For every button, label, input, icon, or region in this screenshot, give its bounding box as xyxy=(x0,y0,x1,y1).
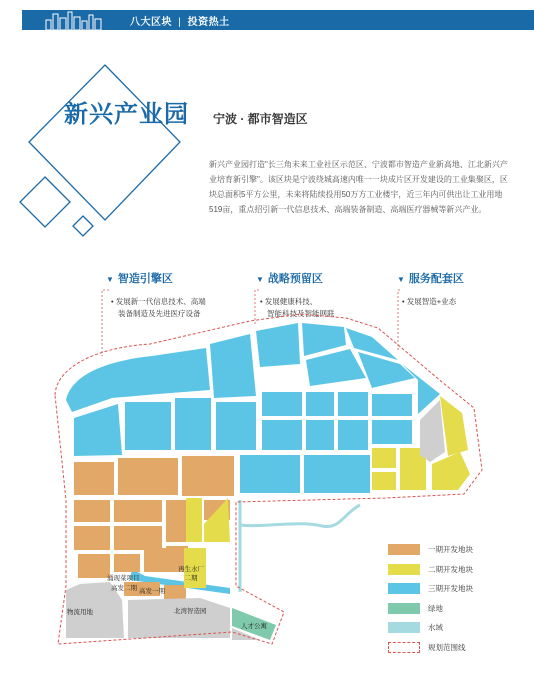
legend-swatch-phase1 xyxy=(388,544,420,555)
legend-label: 规划范围线 xyxy=(428,642,466,652)
map-label-gaofa1: 高发一期 xyxy=(139,588,165,595)
legend-swatch-phase3 xyxy=(388,583,420,594)
legend-label: 三期开发地块 xyxy=(428,584,473,594)
legend-swatch-water xyxy=(388,622,420,633)
legend-label: 水域 xyxy=(428,623,443,633)
park-title: 新兴产业园 xyxy=(64,99,189,128)
zone-desc-line: • 发展智造+业态 xyxy=(402,297,457,306)
legend-label: 二期开发地块 xyxy=(428,564,473,574)
map-label-wuliu: 物流用地 xyxy=(67,609,93,616)
map-label-gaofa2: 高发二期 xyxy=(111,585,137,592)
legend-swatch-green xyxy=(388,603,420,614)
zone-name: 战略预留区 xyxy=(267,273,323,285)
legend-item xyxy=(388,560,473,580)
zone-desc-line: 装备制造及先进医疗设备 xyxy=(118,309,201,318)
legend-item xyxy=(388,618,473,638)
zone-desc-line: • 发展新一代信息技术、高端 xyxy=(111,297,206,306)
header-topic: 投资热土 xyxy=(187,17,230,28)
zone-desc-line: • 发展健康科技、 xyxy=(260,297,318,306)
map-label-yongxian: 涌现菜项目 xyxy=(107,575,140,582)
map-label-beilun: 北湾智造园 xyxy=(174,608,207,615)
park-subtitle: 宁波 · 都市智造区 xyxy=(213,112,308,126)
header-section: 八大区块 xyxy=(130,17,172,28)
zone-name: 服务配套区 xyxy=(408,273,464,285)
legend-swatch-boundary xyxy=(388,642,420,653)
zone-name: 智造引擎区 xyxy=(117,273,173,285)
triangle-down-icon: ▼ xyxy=(256,275,264,284)
legend-label: 绿地 xyxy=(428,603,443,613)
water xyxy=(240,500,360,592)
map-label-rencai: 人才公寓 xyxy=(241,623,267,630)
map-label-line: 再生水厂 xyxy=(178,566,204,573)
legend-item xyxy=(388,579,473,599)
triangle-down-icon: ▼ xyxy=(106,275,114,284)
map-label-zaishengshui xyxy=(178,565,204,583)
legend-item xyxy=(388,638,473,658)
zone-desc-line: 智能科技及智能网联 xyxy=(267,309,335,318)
map-legend xyxy=(388,540,473,657)
legend-item xyxy=(388,540,473,560)
triangle-down-icon: ▼ xyxy=(397,275,405,284)
map-label-line: 二期 xyxy=(184,575,198,582)
legend-swatch-phase2 xyxy=(388,564,420,575)
legend-item xyxy=(388,599,473,619)
park-description: 新兴产业园打造"长三角未来工业社区示范区、宁波都市智造产业新高地、江北新兴产业培育新引擎"。该区块是宁波绕城高速内唯一一块成片区开发建设的工业集聚区，区块总面积5平方公里，未来将陆续投用50万方工业楼宇，近三年内可供出让工业用地519亩，重点招引新一代信息技术、高端装备制造、高端医疗器械等新兴产业。 xyxy=(209,160,508,214)
legend-label: 一期开发地块 xyxy=(428,545,473,555)
header-separator: | xyxy=(178,17,182,28)
